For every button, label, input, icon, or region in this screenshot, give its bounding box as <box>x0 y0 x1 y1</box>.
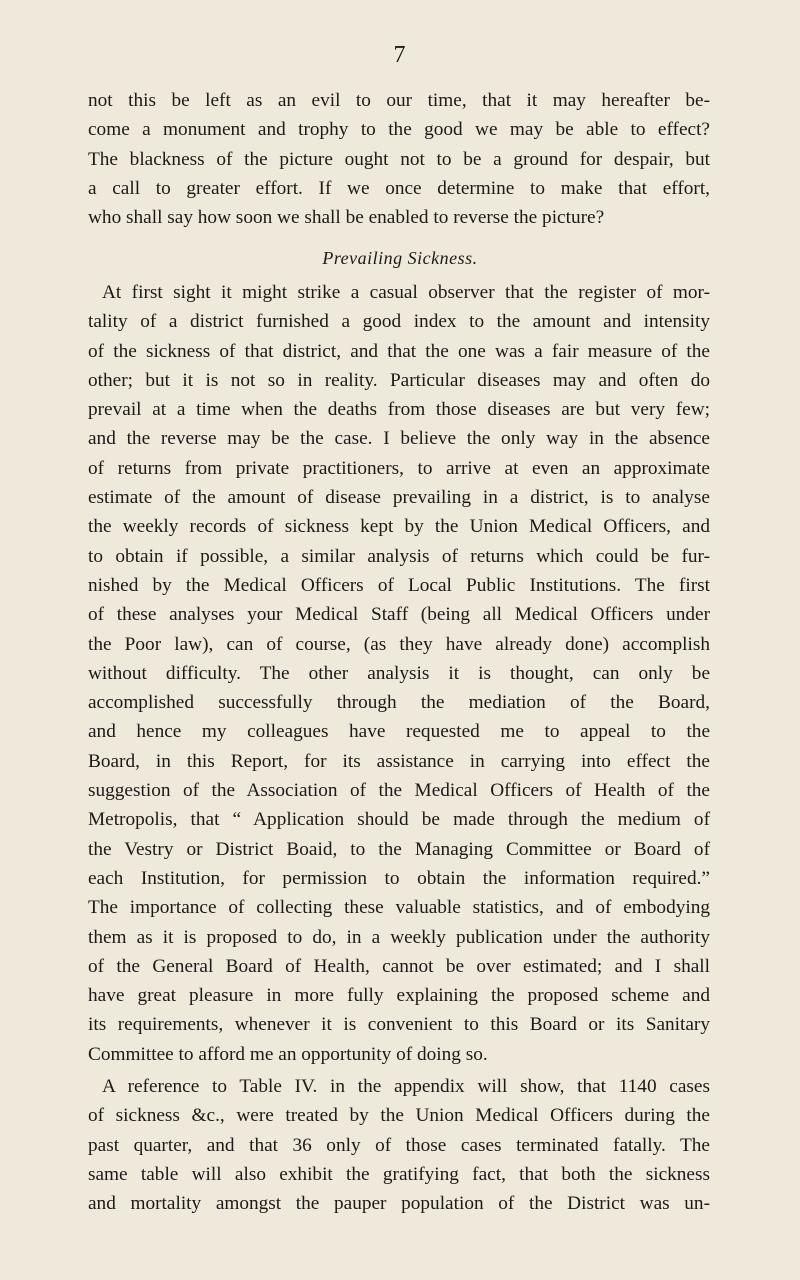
text-line: same table will also exhibit the gratifying fact, that both the sickness <box>88 1163 710 1185</box>
text-line: The blackness of the picture ought not to be a ground for despair, but <box>88 148 710 170</box>
text-line: the Vestry or District Boaid, to the Managing Committee or Board of <box>88 838 710 860</box>
text-line: A reference to Table IV. in the appendix will show, that 1140 cases <box>102 1076 710 1097</box>
text-line: and mortality amongst the pauper population of the District was un- <box>88 1193 710 1215</box>
text-line: Metropolis, that “ Application should be made through the medium of <box>88 809 710 831</box>
text-line: who shall say how soon we shall be enabled to reverse the picture? <box>88 207 605 229</box>
text-line: The importance of collecting these valuable statistics, and of embodying <box>88 897 710 919</box>
section-heading: Prevailing Sickness. <box>322 248 478 268</box>
text-line: each Institution, for permission to obtain the information required.” <box>88 867 710 889</box>
text-line: of the General Board of Health, cannot be over estimated; and I shall <box>88 955 710 977</box>
text-line: without difficulty. The other analysis it is thought, can only be <box>88 662 710 684</box>
page-number: 7 <box>393 42 407 68</box>
paragraph-table-reference <box>88 1072 710 1218</box>
text-line: estimate of the amount of disease prevailing in a district, is to analyse <box>88 487 710 509</box>
text-line: and the reverse may be the case. I believe the only way in the absence <box>88 428 710 450</box>
text-line: a call to greater effort. If we once determine to make that effort, <box>88 177 710 199</box>
text-line: have great pleasure in more fully explaining the proposed scheme and <box>88 985 710 1007</box>
text-line: come a monument and trophy to the good we may be able to effect? <box>88 119 710 141</box>
paragraph-prevailing-sickness <box>88 278 710 1069</box>
text-line: to obtain if possible, a similar analysis of returns which could be fur- <box>88 545 710 567</box>
text-line: the Poor law), can of course, (as they have already done) accomplish <box>88 633 710 655</box>
text-line: tality of a district furnished a good index to the amount and intensity <box>88 311 710 333</box>
text-line: nished by the Medical Officers of Local Public Institutions. The first <box>88 574 710 596</box>
text-line: At first sight it might strike a casual observer that the register of mor- <box>102 282 710 303</box>
text-line: of sickness &c., were treated by the Union Medical Officers during the <box>88 1105 710 1127</box>
text-line: and hence my colleagues have requested me to appeal to the <box>88 721 710 743</box>
opening-paragraph <box>88 86 710 232</box>
text-line: the weekly records of sickness kept by the Union Medical Officers, and <box>88 516 710 538</box>
text-line: of the sickness of that district, and that the one was a fair measure of the <box>88 340 710 362</box>
text-line: them as it is proposed to do, in a weekly publication under the authority <box>88 926 710 948</box>
text-line: of these analyses your Medical Staff (being all Medical Officers under <box>88 604 710 626</box>
text-line: not this be left as an evil to our time, that it may hereafter be- <box>88 90 710 111</box>
text-line: its requirements, whenever it is convenient to this Board or its Sanitary <box>88 1014 710 1036</box>
text-line: prevail at a time when the deaths from those diseases are but very few; <box>88 399 710 421</box>
text-line: Board, in this Report, for its assistance in carrying into effect the <box>88 750 710 772</box>
text-line: suggestion of the Association of the Medical Officers of Health of the <box>88 780 710 802</box>
text-line: of returns from private practitioners, to arrive at even an approximate <box>88 457 710 479</box>
text-line: other; but it is not so in reality. Particular diseases may and often do <box>88 369 710 391</box>
text-line: accomplished successfully through the mediation of the Board, <box>88 692 710 714</box>
text-line: past quarter, and that 36 only of those cases terminated fatally. The <box>88 1134 710 1156</box>
text-line: Committee to afford me an opportunity of doing so. <box>88 1043 488 1065</box>
